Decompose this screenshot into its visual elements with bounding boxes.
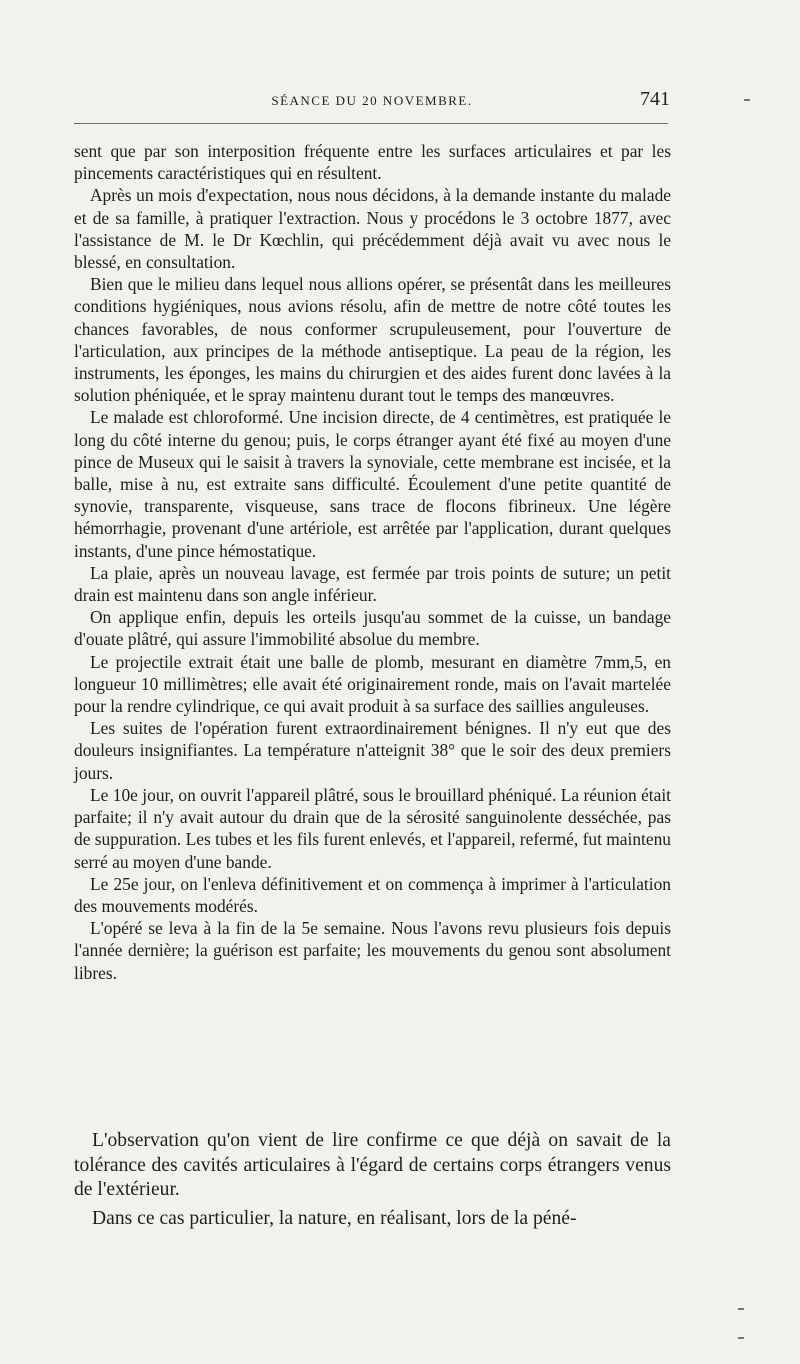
paragraph: L'opéré se leva à la fin de la 5e semaine. Nous l'avons revu plusieurs fois depuis l'année dernière; la guérison est parfaite; les mouvements du genou sont absolument libres. [74,918,671,983]
paragraph: sent que par son interposition fréquente entre les surfaces articulaires et par les pincements caractéristiques qui en résultent. [74,141,671,184]
paragraph: Le 25e jour, on l'enleva définitivement et on commença à imprimer à l'articulation des mouvements modérés. [74,873,671,916]
running-title: SÉANCE DU 20 NOVEMBRE. [271,93,473,108]
paragraph: L'observation qu'on vient de lire confirme ce que déjà on savait de la tolérance des cavités articulaires à l'égard de certains corps étrangers venus de l'extérieur. [74,1130,671,1201]
paragraph: La plaie, après un nouveau lavage, est fermée par trois points de suture; un petit drain est maintenu dans son angle inférieur. [74,562,671,606]
paragraph: Après un mois d'expectation, nous nous décidons, à la demande instante du malade et de sa famille, à pratiquer l'extraction. Nous y procédons le 3 octobre 1877, avec l'assistance de M. le Dr Kœchlin, qui précédemment déjà avait vu avec nous le blessé, en consultation. [74,185,671,273]
paragraph: On applique enfin, depuis les orteils jusqu'au sommet de la cuisse, un bandage d'ouate plâtré, qui assure l'immobilité absolue du membre. [74,607,671,650]
margin-mark [738,1308,744,1310]
observation-text [74,140,671,984]
margin-mark [744,99,750,101]
header-rule [74,123,668,124]
paragraph: Le 10e jour, on ouvrit l'appareil plâtré, sous le brouillard phéniqué. La réunion était parfaite; il n'y avait autour du drain que de la sérosité sanguinolente desséchée, pas de suppuration. Les tubes et les fils furent enlevés, et l'appareil, refermé, fut maintenu serré au moyen d'une bande. [74,784,671,872]
page-number: 741 [640,88,670,110]
paragraph: Le projectile extrait était une balle de plomb, mesurant en diamètre 7mm,5, en longueur 10 millimètres; elle avait été originairement ronde, mais on l'avait martelée pour la rendre cylindrique, ce qui avait produit à sa surface des saillies anguleuses. [74,651,671,717]
margin-mark [738,1337,744,1339]
paragraph: Les suites de l'opération furent extraordinairement bénignes. Il n'y eut que des douleurs insignifiantes. La température n'atteignit 38° que le soir des deux premiers jours. [74,718,671,783]
commentary-text [74,1129,671,1231]
paragraph: Dans ce cas particulier, la nature, en réalisant, lors de la péné- [92,1207,577,1229]
paragraph: Bien que le milieu dans lequel nous allions opérer, se présentât dans les meilleures conditions hygiéniques, nous avions résolu, afin de mettre de notre côté toutes les chances favorables, de nous conformer scrupuleusement, pour l'ouverture de l'articulation, aux principes de la méthode antiseptique. La peau de la région, les instruments, les éponges, les mains du chirurgien et des aides furent donc lavées à la solution phéniquée, et le spray maintenu durant tout le temps des manœuvres. [74,274,671,406]
paragraph: Le malade est chloroformé. Une incision directe, de 4 centimètres, est pratiquée le long du côté interne du genou; puis, le corps étranger ayant été fixé au moyen d'une pince de Museux qui le saisit à travers la synoviale, cette membrane est incisée, et la balle, mise à nu, est extraite sans difficulté. Écoulement d'une petite quantité de synovie, transparente, visqueuse, sans trace de flocons fibrineux. Une légère hémorrhagie, provenant d'une artériole, est arrêtée par l'application, durant quelques instants, d'une pince hémostatique. [74,407,671,561]
page-header [74,88,670,110]
